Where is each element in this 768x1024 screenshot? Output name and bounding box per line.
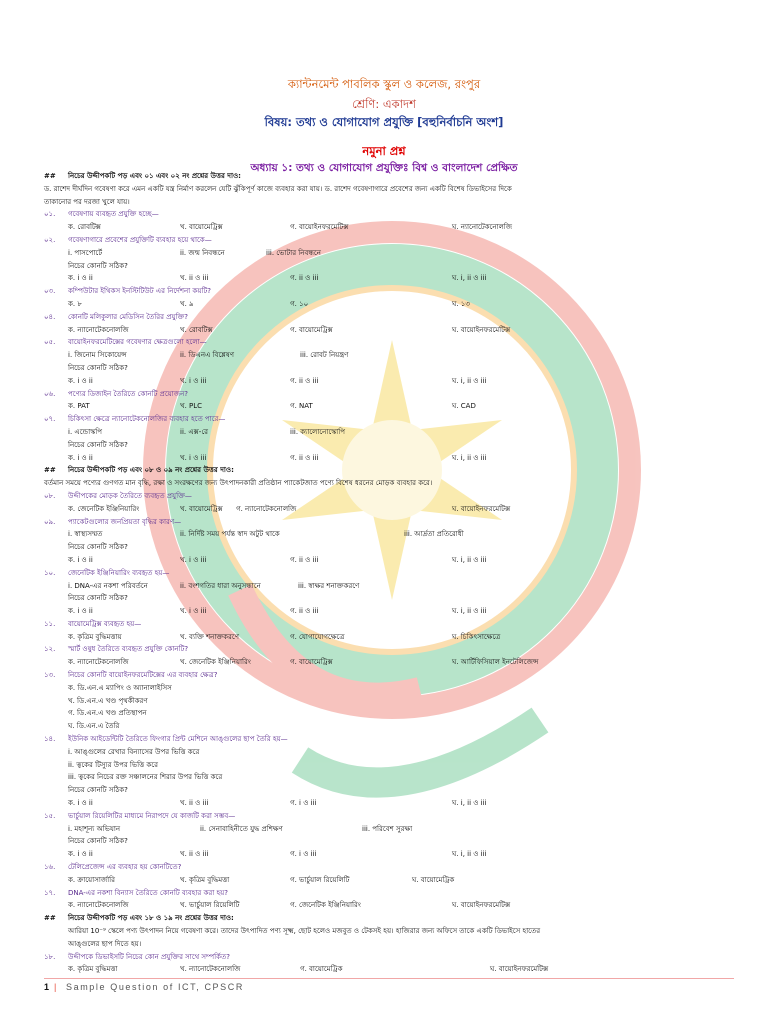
row-text: আঙ্গুলের ছাপ দিতে হয়। <box>68 939 142 948</box>
row-text: চিকিৎসা ক্ষেত্রে ন্যানোটেকনোলজির ব্যবহার হতে পারে— <box>68 415 226 424</box>
option-text: খ. ii ও iii <box>180 850 209 859</box>
option-text: i. আঙ্গুলের রেখার বিন্যাসের উপর ভিত্তি করে <box>68 747 200 756</box>
option-text: গ. ii ও iii <box>290 555 319 564</box>
row-text: প্যাকেটগুলোর জনপ্রিয়তা বৃদ্ধির কারণ— <box>68 517 182 526</box>
row-text: তাকানোর পর দরজা খুলে যায়। <box>44 197 130 206</box>
option-text: ii. সেনাবাহিনীতে যুদ্ধ প্রশিক্ষণ <box>200 824 283 833</box>
option-text: গ. ডি.এন.এ খণ্ড প্রতিস্থাপন <box>68 709 147 718</box>
footer-text: Sample Question of ICT, CPSCR <box>66 982 244 992</box>
stimulus-heading <box>0 464 768 477</box>
footer-separator: | <box>54 982 58 992</box>
option-text: খ. i ও iii <box>180 607 207 616</box>
row-text: ১৭. <box>44 888 56 897</box>
option-text: খ. কৃত্রিম বুদ্ধিমত্তা <box>180 875 230 884</box>
option-row <box>0 298 768 311</box>
option-row <box>0 272 768 285</box>
row-text: ০৮. <box>44 491 56 500</box>
option-row <box>0 400 768 413</box>
row-text: গবেষণায় ব্যবহৃত প্রযুক্তি হচ্ছে— <box>68 210 159 219</box>
option-text: নিচের কোনটি সঠিক? <box>68 786 128 795</box>
question-stem <box>0 388 768 401</box>
option-text: গ. i ও iii <box>290 850 317 859</box>
row-text: ১৪. <box>44 735 56 744</box>
stimulus-text <box>0 925 768 938</box>
row-text: আরিয়া 10⁻⁹ স্কেলে পণ্য উৎপাদন নিয়ে গবেষণা করে। তাদের উৎপাদিত পণ্য সূক্ষ্ম, ছোট হলেও মজবুত ও টেকসই হয়। হাজিরার জন্য অফিসে তাকে একটি ডিভাইসে হাতের <box>68 927 541 936</box>
option-row <box>0 695 768 708</box>
option-text: i. স্বাস্থ্যসম্মত <box>68 530 103 539</box>
question-stem <box>0 285 768 298</box>
question-stem <box>0 618 768 631</box>
row-text: ০৫. <box>44 338 56 347</box>
option-row <box>0 874 768 887</box>
option-row <box>0 349 768 362</box>
option-text: নিচের কোনটি সঠিক? <box>68 837 128 846</box>
option-text: খ. PLC <box>180 402 203 411</box>
option-row <box>0 260 768 273</box>
option-text: ক. i ও ii <box>68 607 93 616</box>
option-text: খ. ডি.এন.এ খণ্ড পৃথকীকরণ <box>68 696 148 705</box>
row-text: কম্পিউটার ইথিকস ইনস্টিটিউট এর নির্দেশনা কয়টি? <box>68 287 211 296</box>
option-text: ক. i ও ii <box>68 850 93 859</box>
option-row <box>0 426 768 439</box>
page-footer <box>44 978 734 993</box>
option-text: খ. রোবটিক্স <box>180 325 213 334</box>
row-text: স্মার্ট ওষুধ তৈরিতে ব্যবহৃত প্রযুক্তি কোনটি? <box>68 645 189 654</box>
option-row <box>0 221 768 234</box>
question-stem <box>0 208 768 221</box>
row-text: কোনটি মলিকুলার মেডিসিন তৈরির প্রযুক্তি? <box>68 312 189 321</box>
option-text: ঘ. বায়োমেট্রিক <box>412 875 455 884</box>
row-text: নিচের উদ্দীপকটি পড় এবং ১৮ ও ১৯ নং প্রশ্নের উত্তর দাও: <box>68 914 234 923</box>
option-text: খ. ৯ <box>180 299 194 308</box>
row-text: নিচের উদ্দীপকটি পড় এবং ০১ এবং ০২ নং প্রশ্নের উত্তর দাও: <box>68 172 241 180</box>
option-text: iii. স্বাক্ষর শনাক্তকরণে <box>298 581 360 590</box>
option-text: গ. বায়োমেট্রিক্স <box>290 325 333 334</box>
stimulus-text <box>0 196 768 209</box>
option-row <box>0 452 768 465</box>
question-stem <box>0 413 768 426</box>
class-line: শ্রেণি: একাদশ <box>352 97 416 111</box>
option-text: ঘ. i, ii ও iii <box>452 850 487 859</box>
option-text: ক. PAT <box>68 402 90 411</box>
option-text: নিচের কোনটি সঠিক? <box>68 261 128 270</box>
row-text: জেনেটিক ইঞ্জিনিয়ারিং ব্যবহৃত হয়— <box>68 568 170 577</box>
option-row <box>0 771 768 784</box>
row-text: বায়োমেট্রিক্স ব্যবহৃত হয়— <box>68 619 142 628</box>
row-text: নিচের কোনটি বায়োইনফরমেটিক্সের এর ব্যবহার ক্ষেত্র? <box>68 671 218 680</box>
question-stem <box>0 336 768 349</box>
question-stem <box>0 311 768 324</box>
option-text: খ. ব্যক্তি শনাক্তকরণে <box>180 632 239 641</box>
stimulus-text <box>0 477 768 490</box>
option-row <box>0 247 768 260</box>
row-text: পণ্যের ডিজাইন তৈরিতে কোনটি প্রয়োজন? <box>68 389 188 398</box>
option-text: ক. ক্রায়োসার্জারি <box>68 875 115 884</box>
option-text: ঘ. i, ii ও iii <box>452 799 487 808</box>
option-text: ক. i ও ii <box>68 799 93 808</box>
row-text: ভার্চুয়াল রিয়েলিটির মাধ্যমে নিরাপদে যে কাজটি করা সম্ভব— <box>68 811 236 820</box>
option-text: ii. এক্স-রে <box>180 427 209 436</box>
option-text: খ. i ও iii <box>180 453 207 462</box>
row-text: ০৬. <box>44 389 56 398</box>
row-text: বর্তমান সময়ে পণ্যের গুণগত মান বৃদ্ধি, রক্ষা ও সংরক্ষণের জন্য উৎপাদনকারী প্রতিষ্ঠান প্যাকেটজাত পণ্যে বিশেষ ধরনের মোড়ক ব্যবহার করে। <box>44 479 433 488</box>
option-text: গ. যোগাযোগক্ষেত্রে <box>290 632 345 641</box>
question-stem <box>0 810 768 823</box>
option-text: ঘ. i, ii ও iii <box>452 274 487 283</box>
option-text: ক. ৮ <box>68 299 82 308</box>
option-row <box>0 899 768 912</box>
row-text: ০১. <box>44 210 56 219</box>
row-text: ড. রাশেদ দীর্ঘদিন গবেষণা করে এমন একটি যন্ত্র নির্মাণ করলেন যেটি ঝুঁকিপূর্ণ কাজে ব্যবহার করা যায়। ড. রাশেদ গবেষণাগারে প্রবেশের জন্য একটি বিশেষ ডিভাইসের দিকে <box>44 184 512 193</box>
row-text: ১৮. <box>44 952 56 961</box>
option-text: ক. ডি.এন.এ ম্যাপিং ও অ্যানালাইসিস <box>68 683 172 692</box>
option-text: ঘ. ১৩ <box>452 299 470 308</box>
option-text: ঘ. বায়োইনফরমেটিক্স <box>452 504 511 513</box>
row-text: ০৪. <box>44 312 56 321</box>
option-text: ক. i ও ii <box>68 555 93 564</box>
option-text: নিচের কোনটি সঠিক? <box>68 543 128 552</box>
option-row <box>0 682 768 695</box>
option-text: খ. ii ও iii <box>180 799 209 808</box>
option-text: ক. i ও ii <box>68 274 93 283</box>
option-row <box>0 592 768 605</box>
option-row <box>0 631 768 644</box>
option-text: গ. বায়োমেট্রিক <box>300 965 343 974</box>
option-text: গ. ন্যানোটেকনোলজি <box>236 504 297 513</box>
option-text: ii. ডিএনএ বিশ্লেষণ <box>180 351 234 360</box>
question-stem <box>0 887 768 900</box>
row-text: ## <box>44 172 56 180</box>
row-text: ০৭. <box>44 415 56 424</box>
option-text: i. পাসপোর্টে <box>68 248 103 257</box>
option-text: নিচের কোনটি সঠিক? <box>68 440 128 449</box>
row-text: ## <box>44 914 56 923</box>
option-row <box>0 835 768 848</box>
option-row <box>0 759 768 772</box>
option-text: ক. কৃত্রিম বুদ্ধিমত্তা <box>68 965 118 974</box>
option-row <box>0 720 768 733</box>
option-text: i. এন্ডোস্কপি <box>68 427 102 436</box>
question-stem <box>0 234 768 247</box>
option-text: খ. ii ও iii <box>180 274 209 283</box>
question-stem <box>0 567 768 580</box>
option-text: i. DNA-এর নকশা পরিবর্তনে <box>68 581 148 590</box>
option-text: ঘ. ডি.এন.এ তৈরি <box>68 722 120 731</box>
row-text: ১৫. <box>44 811 56 820</box>
school-name: ক্যান্টনমেন্ট পাবলিক স্কুল ও কলেজ, রংপুর <box>287 77 481 91</box>
row-text: ১১. <box>44 619 56 628</box>
option-text: iii. পরিবেশ সুরক্ষা <box>362 824 413 833</box>
option-text: খ. ন্যানোটেকনোলজি <box>180 965 241 974</box>
row-text: ০২. <box>44 235 56 244</box>
option-text: গ. বায়োইনফরমেটিক্স <box>290 223 349 232</box>
option-row <box>0 541 768 554</box>
option-text: ক. জেনেটিক ইঞ্জিনিয়ারিং <box>68 504 140 513</box>
option-row <box>0 707 768 720</box>
option-row <box>0 439 768 452</box>
option-text: iii. রোবট নিয়ন্ত্রণ <box>300 351 349 360</box>
option-row <box>0 746 768 759</box>
stimulus-text <box>0 938 768 951</box>
option-text: ঘ. বায়োইনফরমেটিক্স <box>452 325 511 334</box>
option-text: ক. কৃত্রিম বুদ্ধিমত্তায় <box>68 632 122 641</box>
option-row <box>0 580 768 593</box>
option-text: ঘ. বায়োইনফরমেটিক্স <box>490 965 549 974</box>
option-text: ঘ. i, ii ও iii <box>452 453 487 462</box>
option-text: খ. বায়োমেট্রিক্স <box>180 223 223 232</box>
option-row <box>0 848 768 861</box>
option-text: গ. বায়োমেট্রিক্স <box>290 658 333 667</box>
row-text: উদ্দীপকে ডিভাইসটি নিচের কোন প্রযুক্তির সাথে সম্পর্কিত? <box>68 952 231 961</box>
option-text: গ. ii ও iii <box>290 453 319 462</box>
option-text: ঘ. i, ii ও iii <box>452 607 487 616</box>
row-text: ## <box>44 466 56 475</box>
option-text: গ. ১০ <box>290 299 309 308</box>
option-text: গ. ভার্চুয়াল রিয়েলিটি <box>290 875 350 884</box>
option-text: ঘ. i, ii ও iii <box>452 376 487 385</box>
row-text: টেলিপ্রেজেন্স এর ব্যবহার হয় কোনটিতে? <box>68 863 182 872</box>
option-text: গ. জেনেটিক ইঞ্জিনিয়ারিং <box>290 901 361 910</box>
option-text: খ. i ও iii <box>180 376 207 385</box>
question-stem <box>0 669 768 682</box>
option-row <box>0 656 768 669</box>
option-text: গ. ii ও iii <box>290 376 319 385</box>
option-text: ক. i ও ii <box>68 453 93 462</box>
option-text: ii. নির্দিষ্ট সময় পর্যন্ত স্বাদ অটুট থাকে <box>180 530 280 539</box>
stimulus-heading <box>0 912 768 925</box>
option-text: ঘ. ন্যানোটেকনোলজি <box>452 223 513 232</box>
option-text: ii. জন্ম নিবন্ধনে <box>180 248 225 257</box>
option-text: খ. ভার্চুয়াল রিয়েলিটি <box>180 901 240 910</box>
row-text: DNA-এর নকশা বিন্যাস তৈরিতে কোনটি ব্যবহার করা হয়? <box>68 888 228 897</box>
option-row <box>0 554 768 567</box>
option-row <box>0 375 768 388</box>
option-text: গ. i ও iii <box>290 799 317 808</box>
option-row <box>0 963 768 976</box>
option-text: iii. ক্যালোনোস্কোপি <box>290 427 345 436</box>
option-text: iii. ভোটার নিবন্ধনে <box>266 248 321 257</box>
chapter-title: অধ্যায় ১: তথ্য ও যোগাযোগ প্রযুক্তিঃ বিশ্ব ও বাংলাদেশ প্রেক্ষিত <box>250 162 518 174</box>
option-text: গ. NAT <box>290 402 313 411</box>
option-row <box>0 784 768 797</box>
question-stem <box>0 951 768 964</box>
subject-line: বিষয়: তথ্য ও যোগাযোগ প্রযুক্তি [বহুনির্বাচনি অংশ] <box>264 115 504 129</box>
option-text: ঘ. i, ii ও iii <box>452 555 487 564</box>
option-text: খ. i ও iii <box>180 555 207 564</box>
option-text: i. মহাশূন্য অভিযান <box>68 824 121 833</box>
question-stem <box>0 643 768 656</box>
option-text: খ. বায়োমেট্রিক্স <box>180 504 223 513</box>
question-stem <box>0 516 768 529</box>
footer-page-number: 1 <box>44 982 51 992</box>
option-text: ঘ. আর্টিফিসিয়াল ইনটেলিজেন্স <box>452 658 539 667</box>
option-text: গ. ii ও iii <box>290 607 319 616</box>
option-text: ঘ. বায়োইনফরমেটিক্স <box>452 901 511 910</box>
question-stem <box>0 733 768 746</box>
row-text: ১০. <box>44 568 56 577</box>
question-list <box>0 170 768 976</box>
option-text: ক. ন্যানোটেকনোলজি <box>68 325 129 334</box>
row-text: ০৯. <box>44 517 56 526</box>
row-text: বায়োইনফরমেটিক্সের গবেষণার ক্ষেত্রগুলো হলো— <box>68 338 207 347</box>
option-text: ঘ. চিকিৎসাক্ষেত্রে <box>452 632 501 641</box>
option-text: ঘ. CAD <box>452 402 476 411</box>
option-text: ক. i ও ii <box>68 376 93 385</box>
row-text: ১৬. <box>44 863 56 872</box>
option-text: ii. বংশগতির ধারা অনুসন্ধানে <box>180 581 261 590</box>
option-text: iii. আর্দ্রতা প্রতিরোধী <box>404 530 464 539</box>
option-text: গ. ii ও iii <box>290 274 319 283</box>
stimulus-heading <box>0 170 768 183</box>
option-row <box>0 823 768 836</box>
option-row <box>0 605 768 618</box>
option-row <box>0 528 768 541</box>
option-text: ক. রোবটিক্স <box>68 223 101 232</box>
row-text: ১২. <box>44 645 56 654</box>
option-text: খ. জেনেটিক ইঞ্জিনিয়ারিং <box>180 658 251 667</box>
question-stem <box>0 490 768 503</box>
option-text: ii. ত্বকের টিস্যুর উপর ভিত্তি করে <box>68 760 158 769</box>
option-text: ক. ন্যানোটেকনোলজি <box>68 658 129 667</box>
row-text: ০৩. <box>44 287 56 296</box>
row-text: উদ্দীপকের মোড়ক তৈরিতে ব্যবহৃত প্রযুক্তি— <box>68 491 192 500</box>
option-text: iii. ত্বকের নিচের রক্ত সঞ্চালনের শিরার উপর ভিত্তি করে <box>68 773 223 782</box>
option-row <box>0 324 768 337</box>
row-text: ইউনিক আইডেন্টিটি তৈরিতে ফিংগার প্রিন্ট মেশিনে আঙ্গুলের ছাপ তৈরি হয়— <box>68 735 288 744</box>
option-text: নিচের কোনটি সঠিক? <box>68 363 128 372</box>
option-text: ক. ন্যানোটেকনোলজি <box>68 901 129 910</box>
stimulus-text <box>0 183 768 196</box>
row-text: নিচের উদ্দীপকটি পড় এবং ০৮ ও ০৯ নং প্রশ্নের উত্তর দাও: <box>68 466 234 475</box>
option-row <box>0 362 768 375</box>
row-text: ১৩. <box>44 671 56 680</box>
row-text: গবেষণাগারে প্রবেশের প্রযুক্তিটি ব্যবহার হয়ে থাকে— <box>68 235 212 244</box>
question-stem <box>0 861 768 874</box>
sample-question-label: নমুনা প্রশ্ন <box>362 144 406 158</box>
option-text: i. জিনোম সিকোয়েন্স <box>68 351 127 360</box>
option-row <box>0 797 768 810</box>
option-text: নিচের কোনটি সঠিক? <box>68 594 128 603</box>
option-row <box>0 503 768 516</box>
